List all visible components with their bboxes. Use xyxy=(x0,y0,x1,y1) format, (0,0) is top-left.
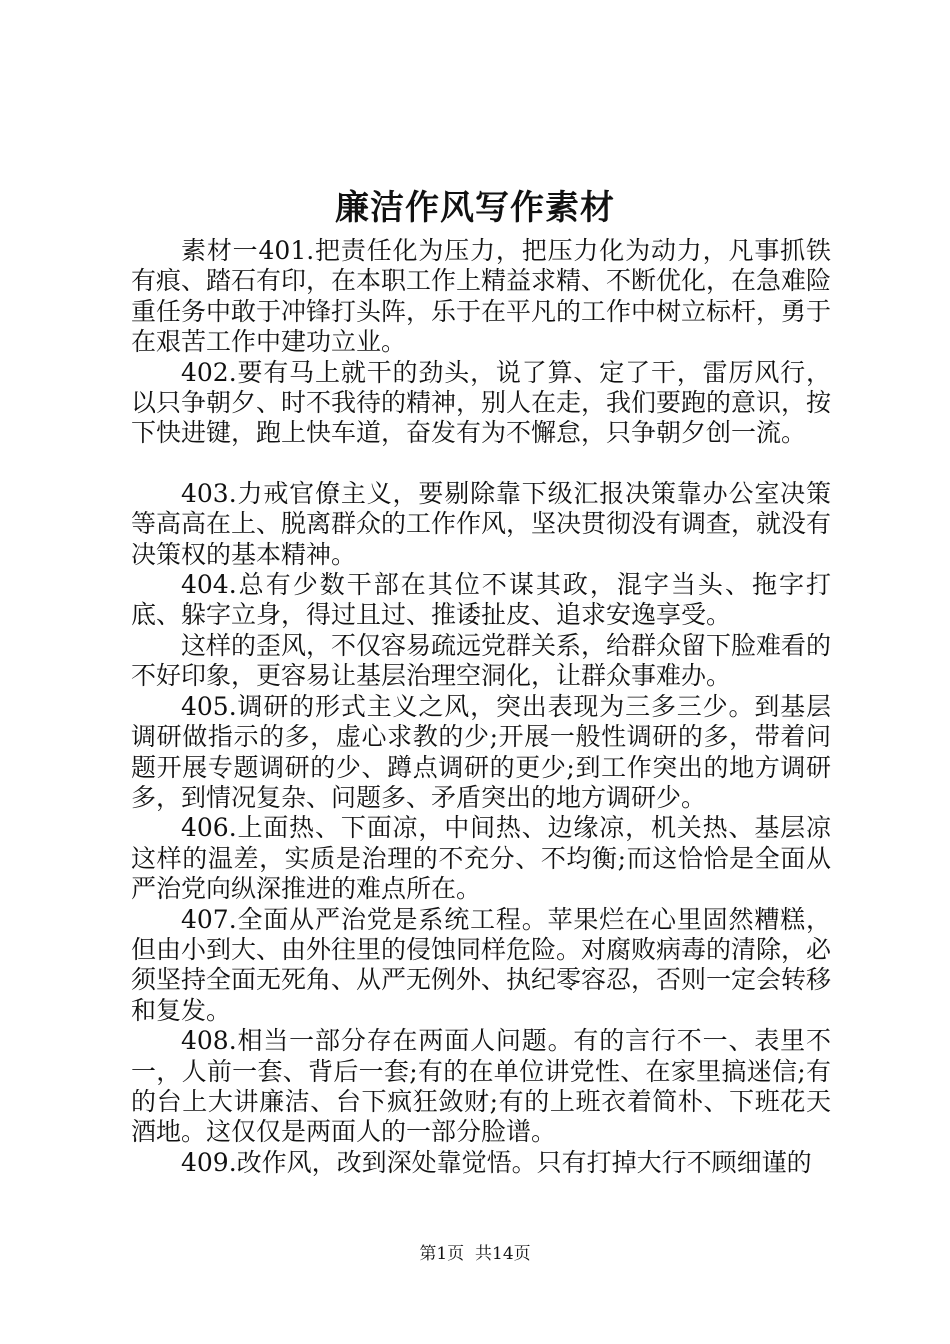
paragraph-401: 素材一401.把责任化为压力，把压力化为动力，凡事抓铁有痕、踏石有印，在本职工作上精益求精、不断优化，在急难险重任务中敢于冲锋打头阵，乐于在平凡的工作中树立标杆，勇于在艰苦工作中建功立业。 xyxy=(131,236,832,357)
paragraph-407: 407.全面从严治党是系统工程。苹果烂在心里固然糟糕，但由小到大、由外往里的侵蚀同样危险。对腐败病毒的清除，必须坚持全面无死角、从严无例外、执纪零容忍，否则一定会转移和复发。 xyxy=(131,904,832,1025)
page-footer xyxy=(0,1243,950,1265)
document-title: 廉洁作风写作素材 xyxy=(335,188,615,228)
paragraph-402: 402.要有马上就干的劲头，说了算、定了干，雷厉风行，以只争朝夕、时不我待的精神，别人在走，我们要跑的意识，按下快进键，跑上快车道，奋发有为不懈怠，只争朝夕创一流。 xyxy=(131,357,832,448)
paragraph-408: 408.相当一部分存在两面人问题。有的言行不一、表里不一，人前一套、背后一套;有的在单位讲党性、在家里搞迷信;有的台上大讲廉洁、台下疯狂敛财;有的上班衣着简朴、下班花天酒地。这仅仅是两面人的一部分脸谱。 xyxy=(131,1026,831,1147)
paragraph-405: 405.调研的形式主义之风，突出表现为三多三少。到基层调研做指示的多，虚心求教的少;开展一般性调研的多，带着问题开展专题调研的少、蹲点调研的更少;到工作突出的地方调研多，到情况复杂、问题多、矛盾突出的地方调研少。 xyxy=(131,691,831,812)
page-total: 共14页 xyxy=(475,1244,531,1264)
paragraph-406: 406.上面热、下面凉，中间热、边缘凉，机关热、基层凉这样的温差，实质是治理的不充分、不均衡;而这恰恰是全面从严治党向纵深推进的难点所在。 xyxy=(131,813,831,904)
paragraph-403: 403.力戒官僚主义，要剔除靠下级汇报决策靠办公室决策等高高在上、脱离群众的工作作风，坚决贯彻没有调查，就没有决策权的基本精神。 xyxy=(131,478,832,569)
page-number: 第1页 xyxy=(419,1244,465,1264)
paragraph-409: 409.改作风，改到深处靠觉悟。只有打掉大行不顾细谨的 xyxy=(181,1147,812,1177)
document-body xyxy=(131,236,831,1178)
paragraph-404: 404.总有少数干部在其位不谋其政，混字当头、拖字打底、躲字立身，得过且过、推诿扯皮、追求安逸享受。 xyxy=(131,570,831,630)
paragraph-404-continued: 这样的歪风，不仅容易疏远党群关系，给群众留下脸难看的不好印象，更容易让基层治理空洞化，让群众事难办。 xyxy=(131,630,832,691)
